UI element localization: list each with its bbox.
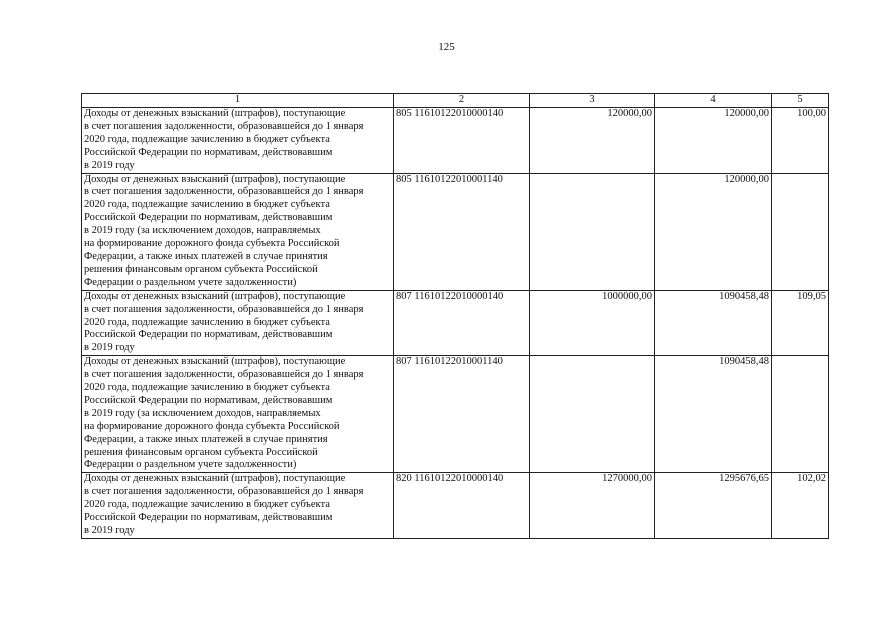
- column-header: 4: [655, 94, 772, 108]
- planned-amount: [530, 356, 655, 473]
- planned-amount: 1270000,00: [530, 473, 655, 539]
- page-number: 125: [438, 41, 455, 53]
- execution-percent: 102,02: [772, 473, 829, 539]
- table-row: [82, 473, 829, 539]
- table-header-row: [82, 94, 829, 108]
- budget-code: 805 11610122010000140: [394, 108, 530, 174]
- column-header: 5: [772, 94, 829, 108]
- actual-amount: 1090458,48: [655, 290, 772, 356]
- execution-percent: [772, 173, 829, 290]
- revenue-table: [81, 93, 829, 539]
- budget-code: 807 11610122010001140: [394, 356, 530, 473]
- budget-code: 820 11610122010000140: [394, 473, 530, 539]
- table-row: [82, 356, 829, 473]
- table-row: [82, 290, 829, 356]
- table-row: [82, 108, 829, 174]
- income-description: Доходы от денежных взысканий (штрафов), поступающие в счет погашения задолженности, образовавшейся до 1 января 2020 года, подлежащие зачислению в бюджет субъекта Российской Федерации по нормативам, действовавшим в 2019 году: [82, 108, 394, 174]
- column-header: 3: [530, 94, 655, 108]
- actual-amount: 120000,00: [655, 108, 772, 174]
- income-description: Доходы от денежных взысканий (штрафов), поступающие в счет погашения задолженности, образовавшейся до 1 января 2020 года, подлежащие зачислению в бюджет субъекта Российской Федерации по нормативам, действовавшим в 2019 году: [82, 473, 394, 539]
- income-description: Доходы от денежных взысканий (штрафов), поступающие в счет погашения задолженности, образовавшейся до 1 января 2020 года, подлежащие зачислению в бюджет субъекта Российской Федерации по нормативам, действовавшим в 2019 году (за исключением доходов, направляемых на формирование дорожного фонда субъекта Российской Федерации, а также иных платежей в случае принятия решения финансовым органом субъекта Российской Федерации о раздельном учете задолженности): [82, 356, 394, 473]
- planned-amount: 1000000,00: [530, 290, 655, 356]
- column-header: 1: [82, 94, 394, 108]
- budget-code: 807 11610122010000140: [394, 290, 530, 356]
- table-row: [82, 173, 829, 290]
- execution-percent: [772, 356, 829, 473]
- planned-amount: 120000,00: [530, 108, 655, 174]
- column-header: 2: [394, 94, 530, 108]
- planned-amount: [530, 173, 655, 290]
- actual-amount: 1295676,65: [655, 473, 772, 539]
- actual-amount: 120000,00: [655, 173, 772, 290]
- income-description: Доходы от денежных взысканий (штрафов), поступающие в счет погашения задолженности, образовавшейся до 1 января 2020 года, подлежащие зачислению в бюджет субъекта Российской Федерации по нормативам, действовавшим в 2019 году (за исключением доходов, направляемых на формирование дорожного фонда субъекта Российской Федерации, а также иных платежей в случае принятия решения финансовым органом субъекта Российской Федерации о раздельном учете задолженности): [82, 173, 394, 290]
- execution-percent: 100,00: [772, 108, 829, 174]
- income-description: Доходы от денежных взысканий (штрафов), поступающие в счет погашения задолженности, образовавшейся до 1 января 2020 года, подлежащие зачислению в бюджет субъекта Российской Федерации по нормативам, действовавшим в 2019 году: [82, 290, 394, 356]
- execution-percent: 109,05: [772, 290, 829, 356]
- actual-amount: 1090458,48: [655, 356, 772, 473]
- budget-code: 805 11610122010001140: [394, 173, 530, 290]
